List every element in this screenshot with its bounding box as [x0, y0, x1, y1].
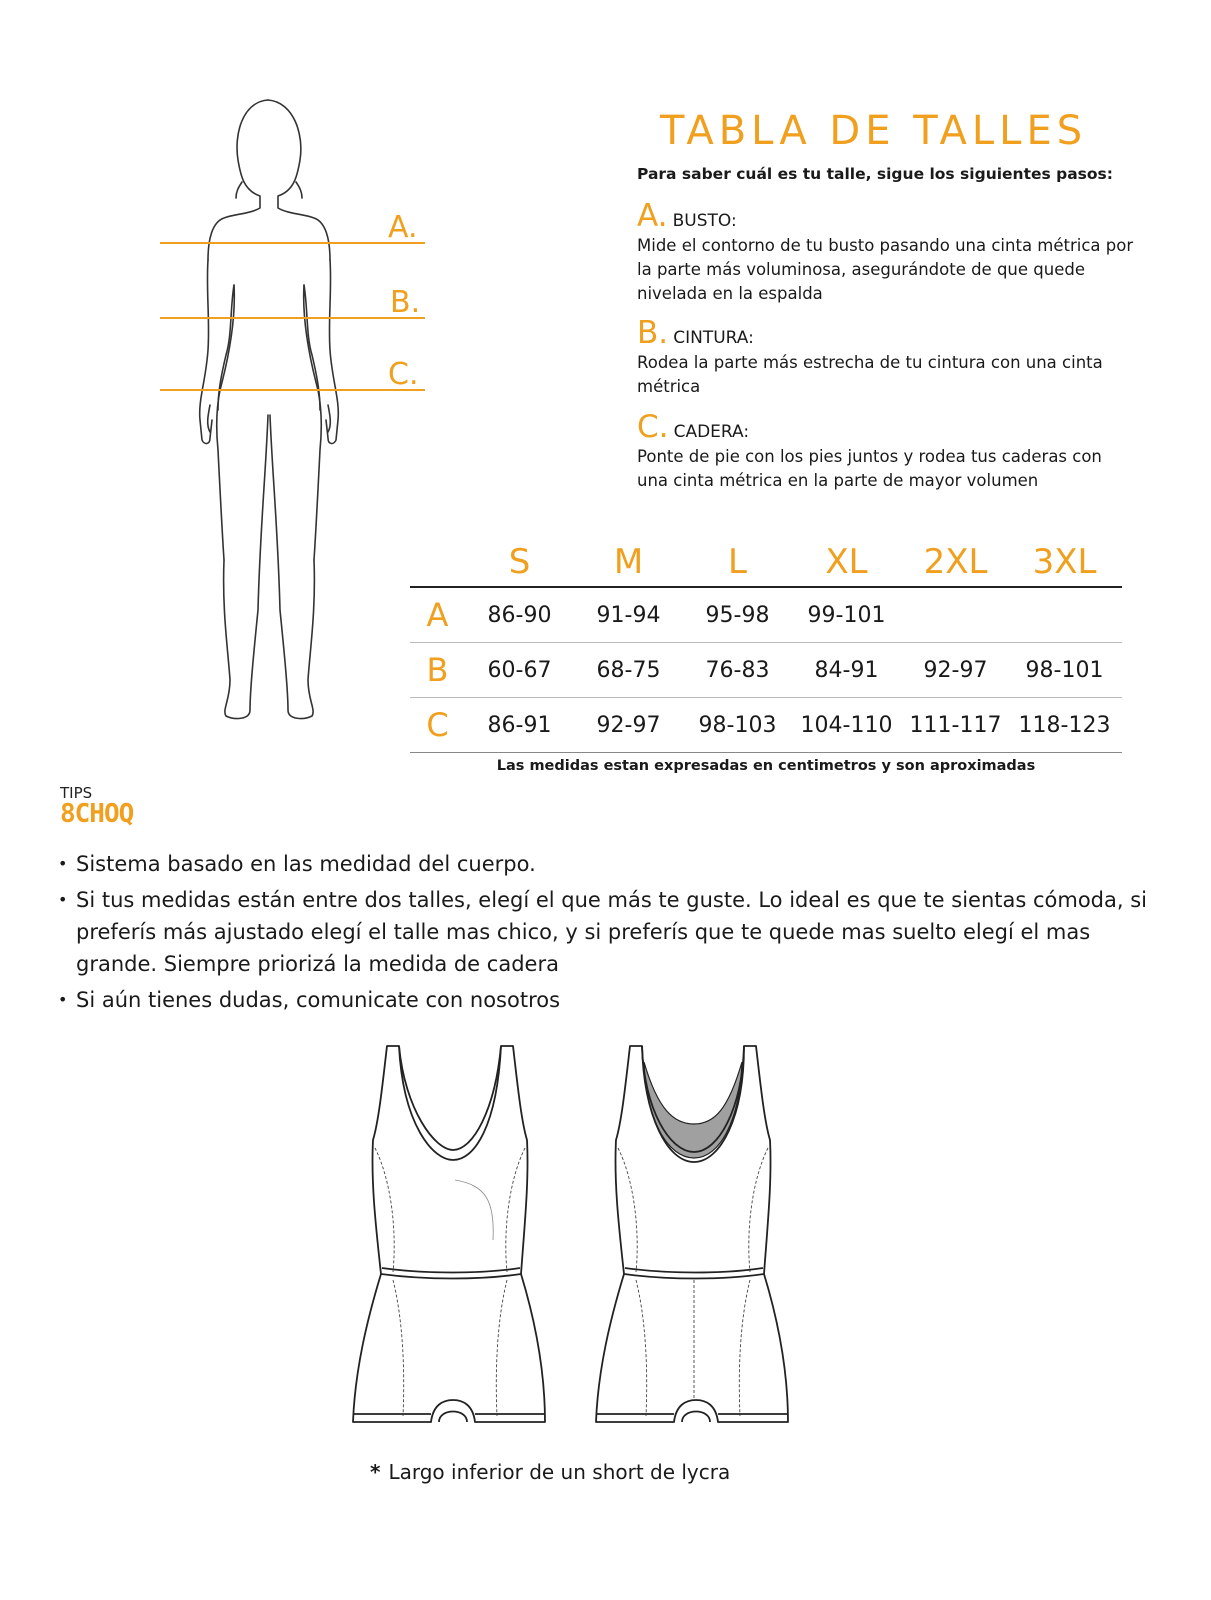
footnote	[370, 1460, 730, 1484]
step-cadera	[637, 409, 1137, 493]
list-item: • Si aún tienes dudas, comunicate con nosotros	[58, 984, 1158, 1016]
step-description: Mide el contorno de tu busto pasando una cinta métrica por la parte más voluminosa, asegurándote de que quede nivelada en la espalda	[637, 236, 1134, 303]
step-description: Rodea la parte más estrecha de tu cintura con una cinta métrica	[637, 353, 1103, 396]
row-label: A	[426, 596, 449, 634]
size-table	[410, 540, 1122, 753]
garment-back-illustration	[588, 1040, 798, 1440]
step-cintura	[637, 315, 1137, 399]
size-header-2xl: 2XL	[923, 542, 988, 582]
step-busto	[637, 198, 1137, 306]
body-silhouette-figure	[150, 90, 440, 730]
page-title: TABLA DE TALLES	[660, 108, 1088, 154]
size-header-row	[410, 540, 1122, 588]
table-cell: 84-91	[814, 657, 879, 683]
table-cell: 76-83	[705, 657, 770, 683]
list-item: • Sistema basado en las medidad del cuerpo.	[58, 848, 1158, 880]
table-cell: 91-94	[596, 602, 661, 628]
size-header-l: L	[728, 542, 747, 582]
table-cell: 104-110	[800, 712, 893, 738]
table-cell: 118-123	[1018, 712, 1111, 738]
table-cell: 60-67	[487, 657, 552, 683]
row-label: C	[426, 706, 449, 744]
garment-front-illustration	[345, 1040, 555, 1440]
figure-label-b: B.	[390, 285, 421, 320]
table-cell: 68-75	[596, 657, 661, 683]
table-cell: 92-97	[923, 657, 988, 683]
table-cell: 95-98	[705, 602, 770, 628]
intro-text: Para saber cuál es tu talle, sigue los siguientes pasos:	[637, 165, 1113, 183]
figure-label-a: A.	[388, 210, 418, 245]
tips-logo-small: TIPS	[60, 784, 93, 802]
figure-label-c: C.	[388, 357, 419, 392]
list-item: • Si tus medidas están entre dos talles, elegí el que más te guste. Lo ideal es que te sientas cómoda, si preferís más ajustado elegí el talle mas chico, y si preferís que te quede mas suelto elegí el mas grande. Siempre priorizá la medida de cadera	[58, 884, 1158, 980]
footnote-star: *	[370, 1460, 381, 1484]
table-cell: 86-90	[487, 602, 552, 628]
table-row-b	[410, 643, 1122, 698]
step-name: CADERA:	[673, 422, 750, 442]
size-header-xl: XL	[825, 542, 868, 582]
table-cell: 99-101	[807, 602, 886, 628]
table-note: Las medidas estan expresadas en centimetros y son aproximadas	[496, 758, 1036, 774]
step-name: CINTURA:	[673, 328, 754, 348]
size-header-3xl: 3XL	[1032, 542, 1097, 582]
step-letter: B.	[637, 315, 669, 351]
size-header-s: S	[508, 542, 531, 582]
table-cell: 111-117	[909, 712, 1002, 738]
size-header-m: M	[613, 542, 644, 582]
step-description: Ponte de pie con los pies juntos y rodea tus caderas con una cinta métrica en la parte de mayor volumen	[637, 447, 1102, 490]
table-cell: 98-101	[1025, 657, 1104, 683]
table-row-a	[410, 588, 1122, 643]
footnote-text: Largo inferior de un short de lycra	[388, 1460, 731, 1484]
tips-list	[58, 848, 1158, 1020]
step-name: BUSTO:	[672, 211, 737, 231]
step-letter: C.	[637, 409, 669, 445]
back-lining	[644, 1062, 742, 1158]
step-letter: A.	[637, 198, 668, 234]
table-row-c	[410, 698, 1122, 753]
table-cell: 86-91	[487, 712, 552, 738]
tips-logo-brand: 8CHOQ	[60, 799, 134, 829]
tips-logo	[60, 785, 133, 827]
table-cell: 92-97	[596, 712, 661, 738]
row-label: B	[426, 651, 449, 689]
table-cell: 98-103	[698, 712, 777, 738]
